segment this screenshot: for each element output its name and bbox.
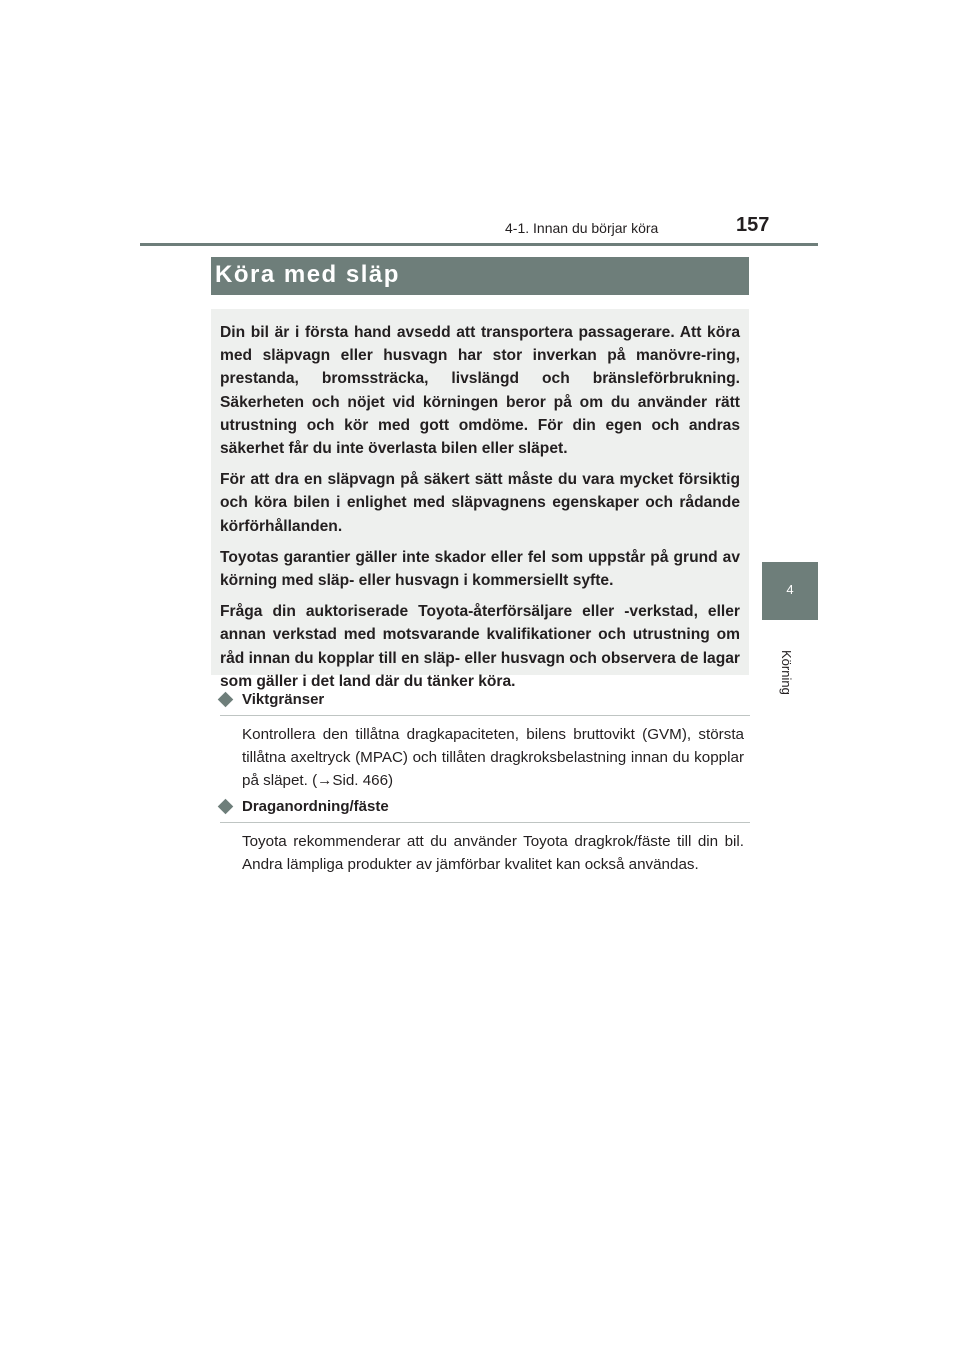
diamond-bullet-icon — [218, 692, 234, 708]
section-heading-viktgranser — [220, 691, 750, 716]
chapter-label: Körning — [779, 650, 794, 695]
section-body-draganordning: Toyota rekommenderar att du använder Toyota dragkrok/fäste till din bil. Andra lämpliga produkter av jämförbar kvalitet kan också användas. — [242, 833, 744, 874]
intro-paragraph: Fråga din auktoriserade Toyota-återförsäljare eller -verkstad, eller annan verkstad med motsvarande kvalifikationer och utrustning om råd innan du kopplar till en släp- eller husvagn och observera de lagar som gäller i det land där du tänker köra. — [220, 603, 740, 690]
page-number: 157 — [736, 214, 770, 236]
header-rule — [140, 243, 818, 246]
intro-text — [220, 321, 740, 701]
section-heading-text: Draganordning/fäste — [242, 798, 389, 815]
intro-box — [211, 309, 749, 690]
running-header-section: 4-1. Innan du börjar köra — [505, 220, 659, 236]
section-body-viktgranser: Kontrollera den tillåtna dragkapaciteten, bilens bruttovikt (GVM), största tillåtna axeltryck (MPAC) och tillåten dragkroksbelastning innan du kopplar på släpet. (→Sid. 466) — [242, 726, 744, 790]
intro-paragraph: Din bil är i första hand avsedd att transportera passagerare. Att köra med släpvagn eller husvagn har stor inverkan på manövre-ring, prestanda, bromssträcka, livslängd och bränsleförbrukning. Säkerheten och nöjet vid körningen beror på om du använder rätt utrustning och kör med gott omdöme. För din egen och andras säkerhet får du inte överlasta bilen eller släpet. — [220, 324, 740, 458]
chapter-number: 4 — [786, 582, 794, 597]
section-heading-draganordning — [220, 798, 750, 823]
intro-paragraph: Toyotas garantier gäller inte skador eller fel som uppstår på grund av körning med släp- eller husvagn i kommersiellt syfte. — [220, 548, 740, 590]
page-title: Köra med släp — [215, 261, 400, 288]
title-bar — [211, 257, 749, 295]
intro-paragraph: För att dra en släpvagn på säkert sätt måste du vara mycket försiktig och köra bilen i enlighet med släpvagnens egenskaper och rådande körförhållanden. — [220, 471, 740, 535]
chapter-tab — [762, 562, 818, 620]
diamond-bullet-icon — [218, 799, 234, 815]
section-heading-text: Viktgränser — [242, 691, 325, 708]
